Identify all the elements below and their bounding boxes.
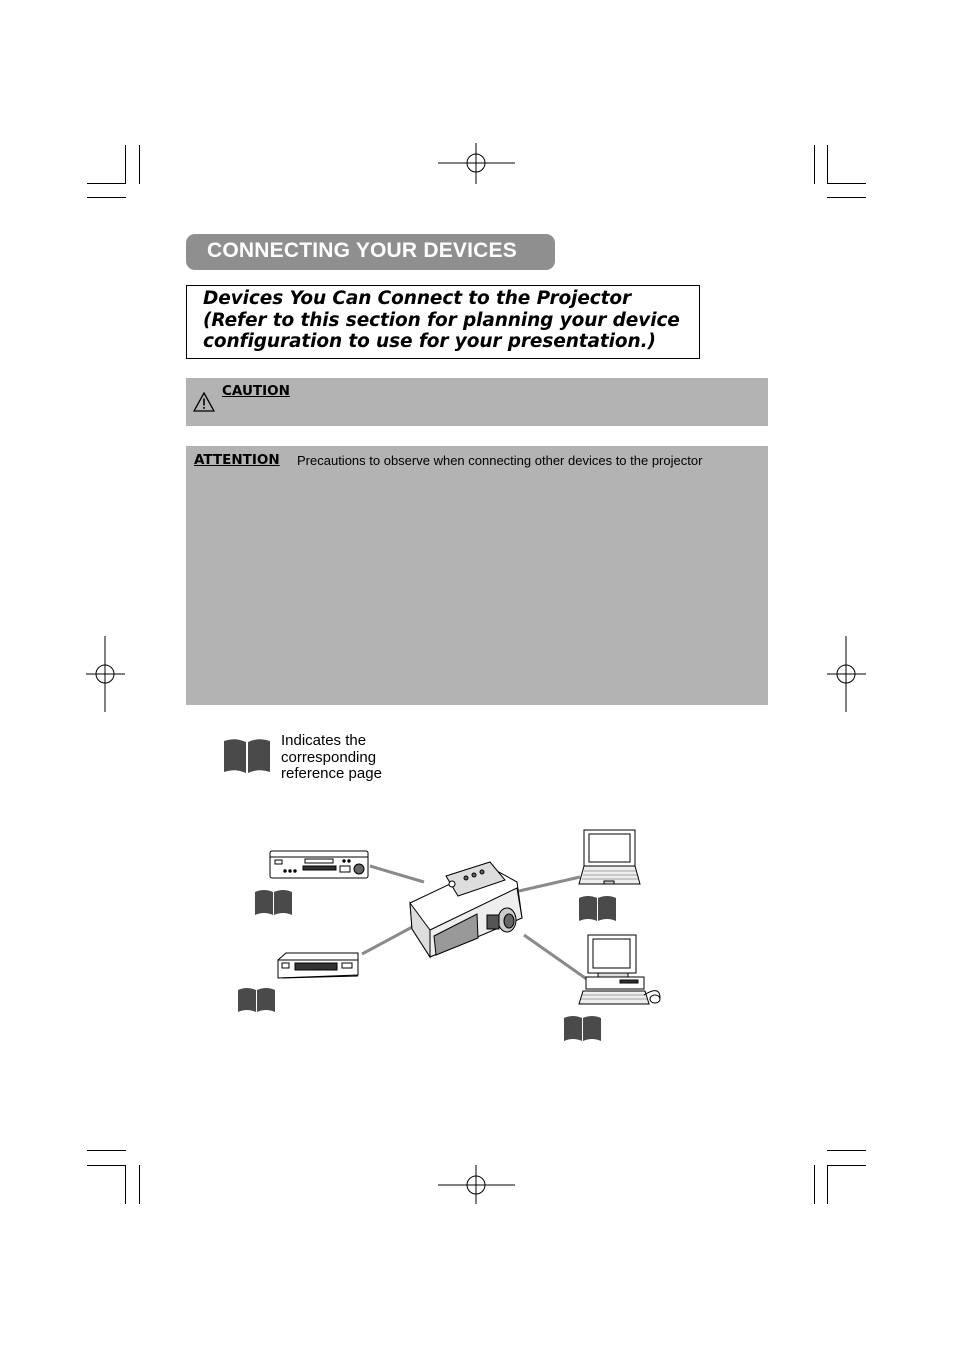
book-icon-dvd (255, 890, 292, 915)
book-icon-laptop (579, 896, 616, 921)
legend-line-2: corresponding (281, 748, 377, 766)
legend-line-1: Indicates the (281, 732, 367, 749)
heading-line-2: (Refer to this section for planning your device (203, 310, 680, 331)
projector-icon (410, 862, 522, 957)
dvd-player-icon (270, 851, 368, 878)
line-laptop (519, 877, 580, 891)
heading-line-3: configuration to use for your presentation.) (203, 331, 656, 352)
line-vcr (362, 925, 416, 954)
line-dvd (370, 866, 424, 882)
desktop-computer-icon (579, 935, 660, 1004)
vcr-icon (278, 953, 358, 978)
legend-line-3: reference page (281, 765, 382, 782)
heading-line-1: Devices You Can Connect to the Projector (203, 288, 632, 309)
attention-label: ATTENTION (194, 452, 280, 468)
caution-label: CAUTION (222, 383, 290, 399)
book-icon-vcr (238, 988, 275, 1012)
attention-text: Precautions to observe when connecting other devices to the projector (297, 453, 703, 468)
line-desktop (524, 935, 588, 980)
book-icon-desktop (564, 1016, 601, 1041)
section-title: CONNECTING YOUR DEVICES (207, 239, 517, 262)
laptop-icon (579, 830, 640, 884)
